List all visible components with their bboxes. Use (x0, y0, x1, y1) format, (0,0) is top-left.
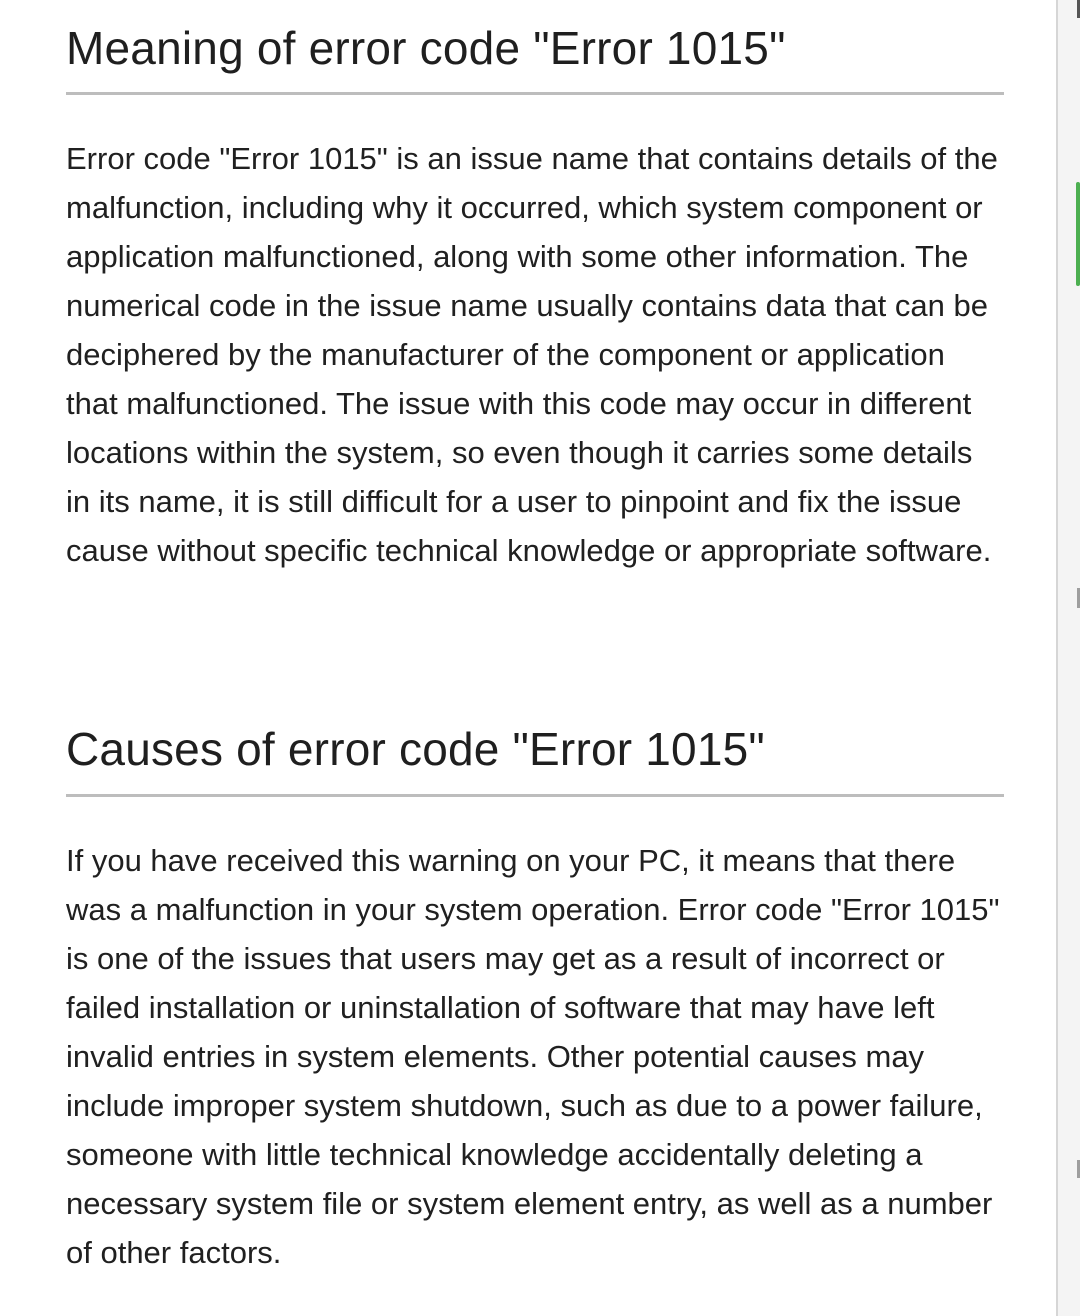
section-divider (66, 794, 1004, 797)
scroll-accent-indicator[interactable] (1076, 182, 1080, 286)
section-paragraph-meaning: Error code "Error 1015" is an issue name that contains details of the malfunction, including why it occurred, which system component or application malfunctioned, along with some other information. The numerical code in the issue name usually contains data that can be deciphered by the manufacturer of the component or application that malfunctioned. The issue with this code may occur in different locations within the system, so even though it carries some details in its name, it is still difficult for a user to pinpoint and fix the issue cause without specific technical knowledge or appropriate software. (66, 141, 998, 568)
section-paragraph-causes: If you have received this warning on your PC, it means that there was a malfunction in your system operation. Error code "Error 1015" is one of the issues that users may get as a result of incorrect or failed installation or uninstallation of software that may have left invalid entries in system elements. Other potential causes may include improper system shutdown, such as due to a power failure, someone with little technical knowledge accidentally deleting a necessary system file or system element entry, as well as a number of other factors. (66, 843, 1000, 1270)
section-divider (66, 92, 1004, 95)
section-title-meaning: Meaning of error code "Error 1015" (66, 22, 786, 74)
section-title-causes: Causes of error code "Error 1015" (66, 723, 765, 775)
